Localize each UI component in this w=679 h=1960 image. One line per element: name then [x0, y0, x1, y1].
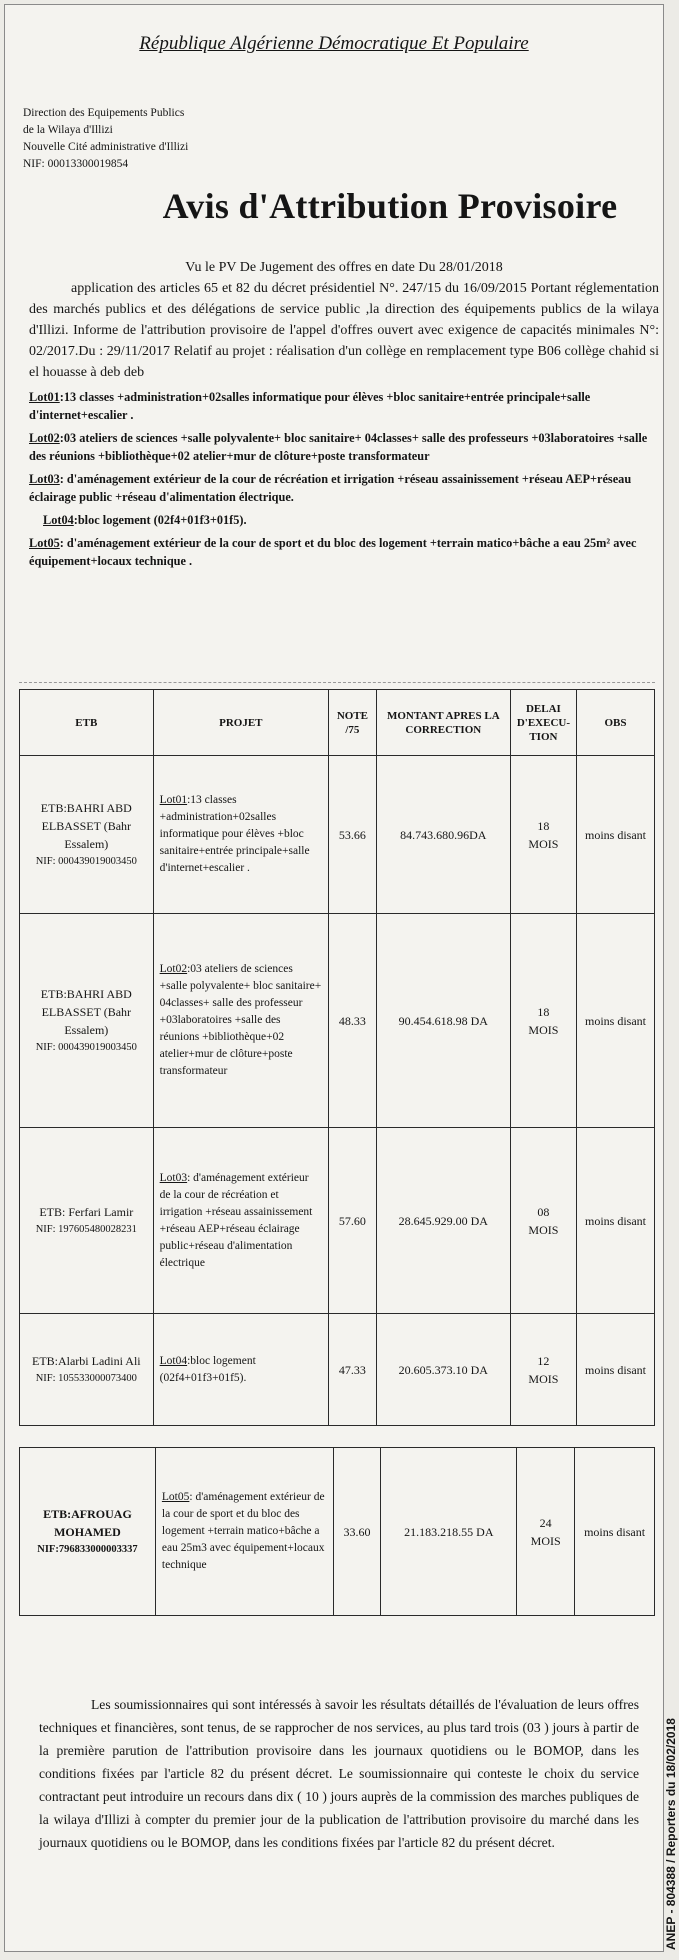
etb-nif: NIF: 105533000073400	[35, 1372, 137, 1384]
issuer-block	[23, 105, 188, 173]
projet-lot-label: Lot05	[161, 1491, 190, 1503]
obs-cell: moins disant	[577, 1128, 655, 1314]
publication-credit: ANEP - 804388 / Reporters du 18/02/2018	[664, 1718, 678, 1950]
header-obs: OBS	[577, 690, 655, 756]
projet-cell	[155, 1448, 333, 1616]
intro-reference: Vu le PV De Jugement des offres en date Du 28/01/2018	[185, 260, 503, 275]
montant-cell: 20.605.373.10 DA	[376, 1314, 510, 1426]
intro-paragraph: application des articles 65 et 82 du décret présidentiel N°. 247/15 du 16/09/2015 Portant réglementation des marchés publics et des délégations de service public ,la direction des équipements publics de la wilaya d'Illizi. Informe de l'attribution provisoire de l'appel d'offres ouvert avec exigence de capacités minimales N°: 02/2017.Du : 29/11/2017 Relatif au projet : réalisation d'un collège en remplacement type B06 collège chahid si el houasse à deb deb	[29, 281, 659, 380]
projet-lot-label: Lot04	[159, 1354, 188, 1367]
delai-number: 12	[537, 1353, 550, 1368]
republic-heading: République Algérienne Démocratique Et Populaire	[139, 33, 529, 54]
lot-label: Lot05	[29, 536, 60, 550]
obs-cell: moins disant	[577, 756, 655, 914]
projet-cell	[153, 1314, 328, 1426]
lot-description	[29, 388, 659, 424]
note-cell: 48.33	[329, 914, 377, 1128]
table-row	[20, 756, 655, 914]
projet-text: :bloc logement (02f4+01f3+01f5).	[159, 1354, 256, 1384]
lot-label: Lot01	[29, 390, 60, 404]
lot-text: :03 ateliers de sciences +salle polyvalente+ bloc sanitaire+ 04classes+ salle des professeurs +03laboratoires +salle des réunions +bibliothèque+02 atelier+mur de clôture+poste transformateur	[29, 431, 648, 463]
header-delai: DELAI D'EXECU- TION	[510, 690, 576, 756]
delai-number: 18	[537, 1004, 550, 1019]
attribution-table-continued	[19, 1447, 655, 1616]
obs-cell: moins disant	[575, 1448, 655, 1616]
table-row	[20, 1448, 655, 1616]
delai-unit: MOIS	[528, 836, 559, 851]
delai-cell	[510, 914, 576, 1128]
note-cell: 33.60	[333, 1448, 381, 1616]
delai-number: 24	[539, 1515, 552, 1530]
note-cell: 47.33	[329, 1314, 377, 1426]
projet-text: :03 ateliers de sciences +salle polyvalente+ bloc sanitaire+ 04classes+ salle des professeur +03laboratoires +salle des réunions +bibliothèque+02 atelier+mur de clôture+poste transformateur	[159, 963, 322, 1077]
issuer-line: de la Wilaya d'Illizi	[23, 124, 113, 136]
lot-label: Lot04	[43, 513, 74, 527]
delai-unit: MOIS	[528, 1222, 559, 1237]
intro-section	[29, 257, 659, 570]
delai-number: 18	[537, 818, 550, 833]
etb-name: ETB: Ferfari Lamir	[39, 1204, 134, 1219]
footer-paragraph: Les soumissionnaires qui sont intéressés à savoir les résultats détaillés de l'évaluation de leurs offres techniques et financières, sont tenus, de se rapprocher de nos services, au plus tard trois (03 ) jours à partir de la première parution de l'attribution provisoire dans les journaux quotidiens ou le BOMOP, dans les conditions fixées par l'article 82 du présent décret. Le soumissionnaire qui conteste le choix du service contractant peut introduire un recours dans dix ( 10 ) jours auprès de la commission des marches publiques de la wilaya d'Illizi à compter du premier jour de la publication de l'attribution provisoire du marché dans les journaux quotidiens ou le BOMOP, dans les conditions fixées par l'article 82 du présent décret.	[39, 1697, 639, 1850]
montant-cell: 90.454.618.98 DA	[376, 914, 510, 1128]
projet-lot-label: Lot02	[159, 963, 188, 975]
projet-lot-label: Lot03	[159, 1171, 188, 1184]
etb-nif: NIF:796833000003337	[37, 1543, 138, 1555]
etb-name: ETB:BAHRI ABD ELBASSET (Bahr Essalem)	[40, 986, 132, 1037]
projet-text: : d'aménagement extérieur de la cour de récréation et irrigation +réseau assainissement +réseau AEP+réseau éclairage public+réseau d'alimentation électrique	[159, 1171, 313, 1269]
note-cell: 57.60	[329, 1128, 377, 1314]
delai-unit: MOIS	[530, 1533, 561, 1548]
projet-lot-label: Lot01	[159, 794, 188, 806]
etb-nif: NIF: 000439019003450	[35, 1041, 137, 1053]
projet-text: : d'aménagement extérieur de la cour de sport et du bloc des logement +terrain matico+bâche a eau 25m3 avec équipement+locaux technique	[161, 1491, 325, 1571]
etb-name: ETB:AFROUAG MOHAMED	[43, 1506, 132, 1539]
lot-text: : d'aménagement extérieur de la cour de sport et du bloc des logement +terrain matico+bâche a eau 25m² avec équipement+locaux technique .	[29, 536, 637, 568]
table-header-row	[20, 690, 655, 756]
header-projet: PROJET	[153, 690, 328, 756]
delai-cell	[510, 756, 576, 914]
delai-unit: MOIS	[528, 1371, 559, 1386]
projet-cell	[153, 756, 328, 914]
lot-text: :13 classes +administration+02salles informatique pour élèves +bloc sanitaire+entrée principale+salle d'internet+escalier .	[29, 390, 591, 422]
header-note: NOTE /75	[329, 690, 377, 756]
etb-cell	[20, 1128, 154, 1314]
lot-text: : d'aménagement extérieur de la cour de récréation et irrigation +réseau assainissement +réseau AEP+réseau éclairage public +réseau d'alimentation électrique.	[29, 472, 632, 504]
header-montant: MONTANT APRES LA CORRECTION	[376, 690, 510, 756]
obs-cell: moins disant	[577, 1314, 655, 1426]
lot-label: Lot03	[29, 472, 60, 486]
etb-name: ETB:Alarbi Ladini Ali	[31, 1353, 141, 1368]
issuer-line: Nouvelle Cité administrative d'Illizi	[23, 141, 189, 153]
table-row	[20, 914, 655, 1128]
notice-page	[4, 4, 664, 1952]
section-divider	[19, 682, 655, 683]
issuer-nif: NIF: 00013300019854	[23, 158, 129, 170]
etb-cell	[20, 1314, 154, 1426]
note-cell: 53.66	[329, 756, 377, 914]
attribution-table	[19, 689, 655, 1426]
etb-name: ETB:BAHRI ABD ELBASSET (Bahr Essalem)	[40, 800, 132, 851]
header-etb: ETB	[20, 690, 154, 756]
table-row	[20, 1314, 655, 1426]
delai-unit: MOIS	[528, 1022, 559, 1037]
projet-text: :13 classes +administration+02salles informatique pour élèves +bloc sanitaire+entrée principale+salle d'internet+escalier .	[159, 794, 310, 874]
issuer-line: Direction des Equipements Publics	[23, 107, 185, 119]
etb-nif: NIF: 197605480028231	[35, 1223, 137, 1235]
montant-cell: 28.645.929.00 DA	[376, 1128, 510, 1314]
lot-label: Lot02	[29, 431, 60, 445]
etb-cell	[20, 914, 154, 1128]
delai-cell	[510, 1128, 576, 1314]
notice-title: Avis d'Attribution Provisoire	[162, 186, 618, 226]
lot-description	[29, 470, 659, 506]
lot-text: :bloc logement (02f4+01f3+01f5).	[73, 513, 247, 527]
lot-description	[29, 429, 659, 465]
lot-description	[29, 511, 659, 529]
etb-cell	[20, 756, 154, 914]
lot-description	[29, 534, 659, 570]
obs-cell: moins disant	[577, 914, 655, 1128]
etb-cell	[20, 1448, 156, 1616]
etb-nif: NIF: 000439019003450	[35, 855, 137, 867]
delai-cell	[510, 1314, 576, 1426]
projet-cell	[153, 914, 328, 1128]
montant-cell: 84.743.680.96DA	[376, 756, 510, 914]
delai-number: 08	[537, 1204, 550, 1219]
table-row	[20, 1128, 655, 1314]
delai-cell	[517, 1448, 575, 1616]
projet-cell	[153, 1128, 328, 1314]
montant-cell: 21.183.218.55 DA	[381, 1448, 517, 1616]
